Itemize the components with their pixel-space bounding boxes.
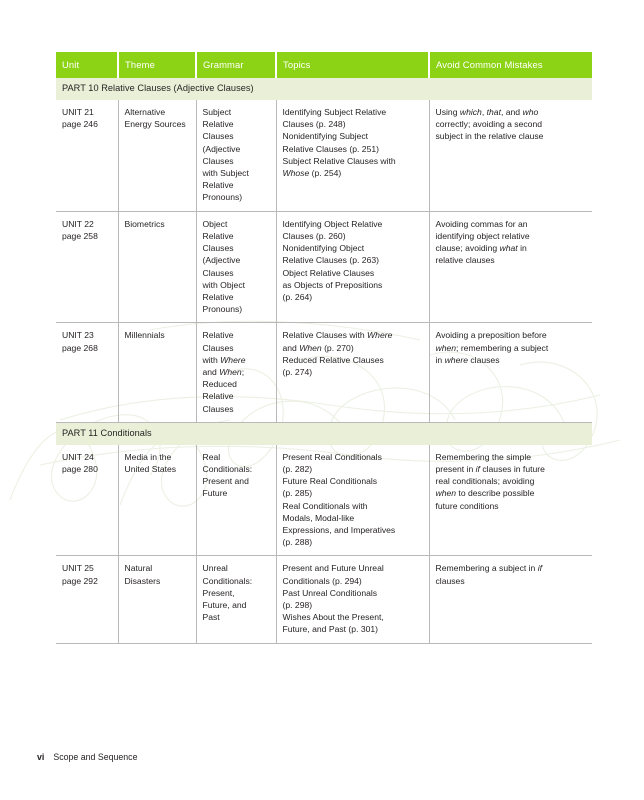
- text-line: when; remembering a subject: [435, 342, 549, 353]
- text-line: Remembering the simple: [435, 451, 532, 462]
- text-line: Relative Clauses (p. 251): [282, 143, 379, 154]
- text-line: and When (p. 270): [282, 342, 354, 353]
- text-line: Wishes About the Present,: [282, 612, 384, 623]
- part-section-label: PART 10 Relative Clauses (Adjective Clauses): [56, 78, 592, 100]
- part-section-row: [56, 78, 592, 100]
- table-header: [56, 52, 592, 78]
- cell-unit: [56, 323, 118, 422]
- text-line: and When;: [202, 366, 245, 377]
- text-line: Present and Future Unreal: [282, 563, 384, 574]
- table-row[interactable]: [56, 100, 592, 211]
- cell-avoid-common-mistakes: [429, 556, 592, 643]
- cell-topics: [276, 100, 429, 211]
- text-line: Whose (p. 254): [282, 168, 342, 179]
- unit-page: page 246: [62, 119, 98, 130]
- unit-page: page 292: [62, 575, 98, 586]
- text-line: Relative: [202, 291, 234, 302]
- cell-unit: [56, 556, 118, 643]
- text-line: Nonidentifying Object: [282, 243, 365, 254]
- text-line: Relative: [202, 391, 234, 402]
- text-line: with Where: [202, 354, 246, 365]
- unit-number: UNIT 25: [62, 563, 94, 574]
- cell-theme: Media in the United States: [118, 445, 196, 556]
- text-line: (p. 264): [282, 291, 313, 302]
- text-line: Future: [202, 488, 228, 499]
- cell-topics: [276, 445, 429, 556]
- text-line: future conditions: [435, 500, 499, 511]
- text-line: correctly; avoiding a second: [435, 119, 543, 130]
- text-line: (p. 298): [282, 600, 313, 611]
- text-line: Relative: [202, 180, 234, 191]
- text-line: when to describe possible: [435, 488, 535, 499]
- scope-and-sequence-page: [56, 52, 592, 644]
- table-row[interactable]: [56, 211, 592, 323]
- text-line: (p. 282): [282, 464, 313, 474]
- cell-topics: [276, 211, 429, 323]
- cell-grammar: [196, 323, 276, 422]
- cell-avoid-common-mistakes: [429, 323, 592, 422]
- text-line: clauses: [435, 575, 465, 586]
- text-line: Remembering a subject in if: [435, 563, 543, 574]
- text-line: Present,: [202, 587, 235, 598]
- page-footer: [37, 752, 137, 762]
- text-line: Avoiding a preposition before: [435, 330, 547, 341]
- cell-grammar: [196, 211, 276, 323]
- text-line: Expressions, and Imperatives: [282, 525, 396, 536]
- text-line: Clauses: [202, 267, 234, 278]
- text-line: Relative: [202, 330, 234, 341]
- text-line: Avoiding commas for an: [435, 218, 528, 229]
- text-line: Real Conditionals with: [282, 500, 368, 511]
- text-line: Pronouns): [202, 304, 243, 315]
- text-line: Reduced Relative Clauses: [282, 354, 384, 365]
- text-line: identifying object relative: [435, 230, 530, 241]
- text-line: Future, and Past (p. 301): [282, 624, 379, 635]
- part-section-row: [56, 422, 592, 445]
- text-line: (Adjective: [202, 255, 241, 266]
- cell-theme: Natural Disasters: [118, 556, 196, 643]
- text-line: (p. 285): [282, 488, 313, 499]
- cell-topics: [276, 323, 429, 422]
- cell-avoid-common-mistakes: [429, 445, 592, 556]
- table-header-row: [56, 52, 592, 78]
- text-line: Subject Relative Clauses with: [282, 155, 396, 166]
- cell-avoid-common-mistakes: [429, 100, 592, 211]
- part-section-label: PART 11 Conditionals: [56, 422, 592, 445]
- table-body: [56, 78, 592, 643]
- text-line: subject in the relative clause: [435, 131, 544, 142]
- text-line: with Object: [202, 279, 246, 290]
- unit-number: UNIT 24: [62, 451, 94, 462]
- text-line: Conditionals:: [202, 575, 253, 586]
- table-row[interactable]: [56, 445, 592, 556]
- text-line: Future, and: [202, 600, 247, 611]
- text-line: Present Real Conditionals: [282, 451, 382, 462]
- cell-unit: [56, 445, 118, 556]
- text-line: Clauses (p. 260): [282, 230, 346, 241]
- text-line: Future Real Conditionals: [282, 476, 378, 487]
- text-line: Relative Clauses (p. 263): [282, 255, 379, 266]
- table-row[interactable]: [56, 556, 592, 643]
- cell-avoid-common-mistakes: [429, 211, 592, 323]
- column-header-grammar: Grammar: [196, 52, 276, 78]
- folio-number: vi: [37, 752, 45, 762]
- text-line: Relative: [202, 119, 234, 130]
- cell-theme: Biometrics: [118, 211, 196, 323]
- text-line: real conditionals; avoiding: [435, 476, 535, 487]
- text-line: Past: [202, 612, 220, 623]
- column-header-avoid: Avoid Common Mistakes: [429, 52, 592, 78]
- text-line: Unreal: [202, 563, 228, 574]
- unit-number: UNIT 22: [62, 218, 94, 229]
- unit-page: page 268: [62, 342, 98, 353]
- unit-number: UNIT 21: [62, 107, 94, 118]
- text-line: as Objects of Prepositions: [282, 279, 383, 290]
- text-line: Past Unreal Conditionals: [282, 587, 378, 598]
- text-line: Clauses: [202, 243, 234, 254]
- text-line: with Subject: [202, 168, 249, 179]
- text-line: present in if clauses in future: [435, 464, 545, 474]
- cell-theme: Millennials: [118, 323, 196, 422]
- unit-page: page 280: [62, 464, 98, 474]
- text-line: (p. 288): [282, 537, 313, 548]
- text-line: relative clauses: [435, 255, 495, 266]
- text-line: Identifying Object Relative: [282, 218, 383, 229]
- text-line: Clauses: [202, 155, 234, 166]
- text-line: Clauses: [202, 342, 234, 353]
- cell-unit: [56, 211, 118, 323]
- footer-title: Scope and Sequence: [53, 752, 138, 762]
- text-line: Using which, that, and who: [435, 107, 539, 118]
- text-line: (p. 274): [282, 366, 313, 377]
- cell-grammar: [196, 100, 276, 211]
- text-line: in where clauses: [435, 354, 500, 365]
- text-line: Object: [202, 218, 228, 229]
- cell-grammar: [196, 556, 276, 643]
- text-line: Modals, Modal-like: [282, 512, 355, 523]
- scope-sequence-table: [56, 52, 592, 644]
- column-header-unit: Unit: [56, 52, 118, 78]
- table-row[interactable]: [56, 323, 592, 422]
- column-header-topics: Topics: [276, 52, 429, 78]
- text-line: Conditionals:: [202, 464, 253, 474]
- text-line: Present and: [202, 476, 249, 487]
- text-line: Conditionals (p. 294): [282, 575, 362, 586]
- text-line: (Adjective: [202, 143, 241, 154]
- text-line: Clauses: [202, 403, 234, 414]
- cell-grammar: [196, 445, 276, 556]
- text-line: Reduced: [202, 379, 237, 390]
- text-line: Real: [202, 451, 221, 462]
- text-line: Clauses: [202, 131, 234, 142]
- cell-unit: [56, 100, 118, 211]
- text-line: Relative: [202, 230, 234, 241]
- text-line: Object Relative Clauses: [282, 267, 375, 278]
- text-line: clause; avoiding what in: [435, 243, 527, 254]
- text-line: Identifying Subject Relative: [282, 107, 387, 118]
- unit-number: UNIT 23: [62, 330, 94, 341]
- text-line: Relative Clauses with Where: [282, 330, 393, 341]
- text-line: Pronouns): [202, 192, 243, 203]
- unit-page: page 258: [62, 230, 98, 241]
- cell-theme: Alternative Energy Sources: [118, 100, 196, 211]
- cell-topics: [276, 556, 429, 643]
- text-line: Subject: [202, 107, 232, 118]
- text-line: Nonidentifying Subject: [282, 131, 369, 142]
- text-line: Clauses (p. 248): [282, 119, 346, 130]
- column-header-theme: Theme: [118, 52, 196, 78]
